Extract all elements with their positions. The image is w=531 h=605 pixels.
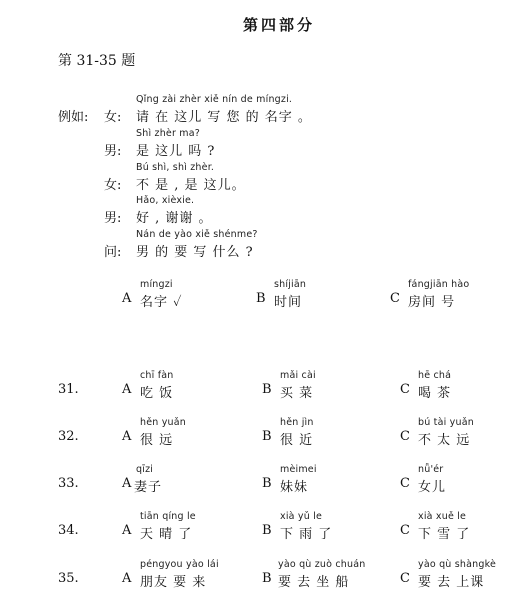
option-hanzi: 妻子 [134,480,163,495]
option-hanzi: 买 菜 [280,386,314,401]
dialogue-hanzi: 是 这儿 吗 ? [136,144,216,159]
option-hanzi: 吃 饭 [140,386,174,401]
option-hanzi: 天 晴 了 [140,527,193,542]
option-hanzi: 很 近 [280,433,314,448]
option-pinyin: hěn yuǎn [140,417,186,428]
option-hanzi: 不 太 远 [418,433,471,448]
dialogue-hanzi: 好 , 谢谢 。 [136,211,213,226]
option-letter: A [122,382,132,397]
option-letter: B [262,523,272,538]
question-number: 32. [58,429,79,444]
option-pinyin: shíjiān [274,279,307,290]
option-hanzi: 喝 茶 [418,386,452,401]
option-letter: C [400,476,410,491]
option-hanzi: 下 雪 了 [418,527,471,542]
dialogue-pinyin: Nán de yào xiě shénme? [136,229,258,240]
option-letter: A [122,291,132,306]
option-letter: B [262,429,272,444]
option-pinyin: yào qù zuò chuán [278,559,366,570]
speaker-label: 女: [104,178,122,193]
option-pinyin: xià yǔ le [280,511,323,522]
option-hanzi: 女儿 [418,480,447,495]
question-number: 34. [58,523,79,538]
question-number: 35. [58,571,79,586]
option-pinyin: hē chá [418,370,452,381]
option-hanzi: 时间 [274,295,303,310]
option-letter: C [390,291,400,306]
speaker-label: 问: [104,245,122,260]
option-pinyin: míngzi [140,279,173,290]
option-hanzi: 妹妹 [280,480,309,495]
option-letter: B [256,291,266,306]
option-pinyin: péngyou yào lái [140,559,219,570]
dialogue-hanzi: 请 在 这儿 写 您 的 名字 。 [136,110,312,125]
option-hanzi: 很 远 [140,433,174,448]
dialogue-pinyin: Hǎo, xièxie. [136,195,195,206]
option-pinyin: mǎi cài [280,370,316,381]
option-pinyin: yào qù shàngkè [418,559,496,570]
option-letter: C [400,571,410,586]
option-pinyin: qīzi [136,464,154,475]
option-hanzi: 要 去 坐 船 [278,575,350,590]
option-letter: A [122,523,132,538]
option-pinyin: tiān qíng le [140,511,196,522]
dialogue-pinyin: Qǐng zài zhèr xiě nín de míngzi. [136,94,293,105]
option-hanzi: 名字 ✓ [140,295,183,310]
option-pinyin: mèimei [280,464,317,475]
example-label: 例如: [58,110,89,125]
option-hanzi: 要 去 上课 [418,575,485,590]
option-letter: B [262,571,272,586]
option-pinyin: nǚ'ér [418,464,444,475]
option-pinyin: hěn jìn [280,417,314,428]
option-letter: C [400,523,410,538]
option-letter: A [122,476,132,491]
section-title: 第四部分 [243,16,316,34]
option-pinyin: fángjiān hào [408,279,470,290]
option-letter: C [400,382,410,397]
option-hanzi: 下 雨 了 [280,527,333,542]
option-pinyin: xià xuě le [418,511,467,522]
option-hanzi: 房间 号 [408,295,456,310]
option-hanzi: 朋友 要 来 [140,575,207,590]
option-letter: A [122,571,132,586]
dialogue-pinyin: Shì zhèr ma? [136,128,201,139]
dialogue-hanzi: 不 是 , 是 这儿。 [136,178,246,193]
question-number: 33. [58,476,79,491]
option-letter: A [122,429,132,444]
option-letter: B [262,382,272,397]
option-letter: B [262,476,272,491]
question-number: 31. [58,382,79,397]
option-letter: C [400,429,410,444]
dialogue-hanzi: 男 的 要 写 什么 ? [136,245,254,260]
option-pinyin: bú tài yuǎn [418,417,474,428]
speaker-label: 女: [104,110,122,125]
dialogue-pinyin: Bú shì, shì zhèr. [136,162,215,173]
speaker-label: 男: [104,144,122,159]
question-range-subtitle: 第 31-35 题 [58,53,136,69]
speaker-label: 男: [104,211,122,226]
option-pinyin: chī fàn [140,370,174,381]
